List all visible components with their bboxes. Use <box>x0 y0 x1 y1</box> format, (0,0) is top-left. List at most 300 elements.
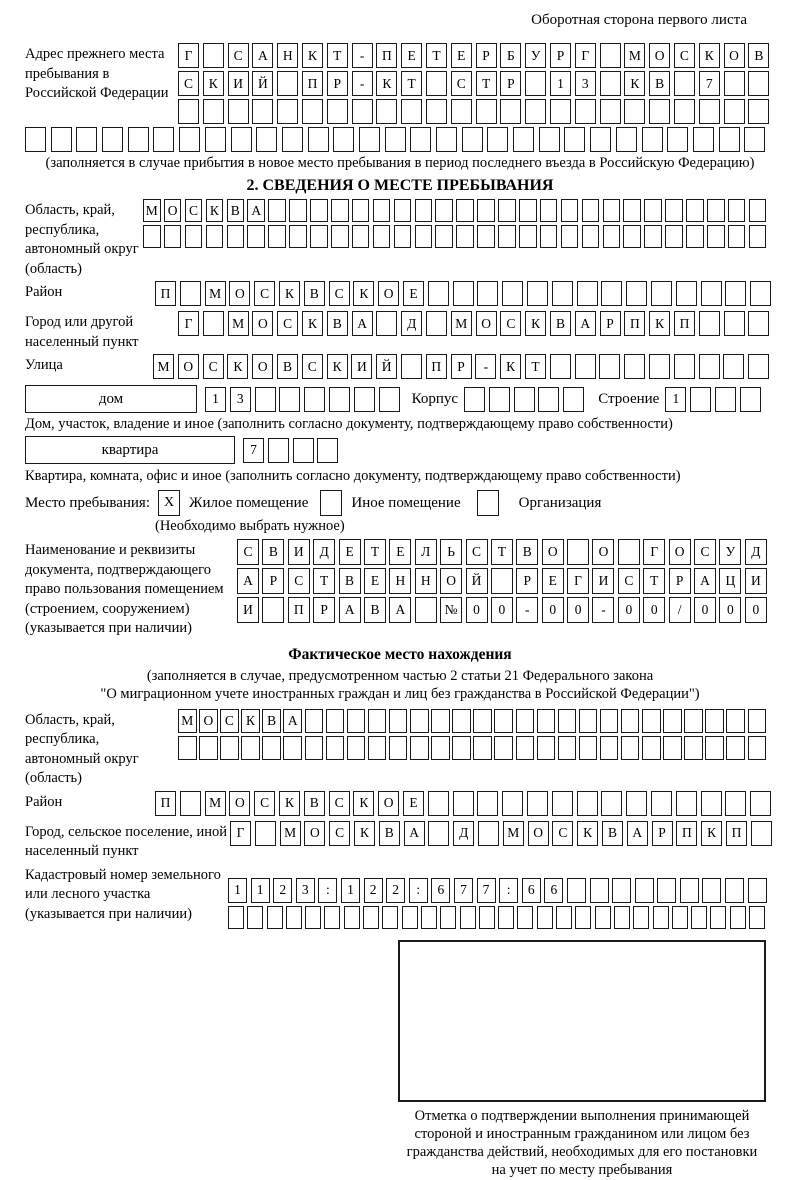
char-cell[interactable]: А <box>283 709 302 733</box>
char-cell[interactable] <box>740 387 761 412</box>
char-cell[interactable] <box>626 281 647 306</box>
char-cell[interactable] <box>600 709 619 733</box>
char-cell[interactable] <box>707 199 725 222</box>
char-cell[interactable] <box>600 99 621 124</box>
char-cell[interactable]: К <box>227 354 248 379</box>
char-cell[interactable] <box>623 225 641 248</box>
char-cell[interactable] <box>494 709 513 733</box>
char-cell[interactable]: Р <box>652 821 673 846</box>
char-cell[interactable] <box>564 127 585 152</box>
char-cell[interactable] <box>657 878 676 903</box>
char-cell[interactable] <box>389 709 408 733</box>
char-cell[interactable] <box>379 387 400 412</box>
char-cell[interactable]: А <box>352 311 373 336</box>
char-cell[interactable]: : <box>318 878 337 903</box>
char-cell[interactable] <box>410 736 429 760</box>
char-cell[interactable] <box>516 709 535 733</box>
char-cell[interactable] <box>199 736 218 760</box>
char-cell[interactable] <box>317 438 338 463</box>
char-cell[interactable] <box>579 709 598 733</box>
char-cell[interactable]: Е <box>401 43 422 68</box>
char-cell[interactable]: Д <box>453 821 474 846</box>
char-cell[interactable]: А <box>237 568 259 594</box>
char-cell[interactable]: П <box>302 71 323 96</box>
char-cell[interactable]: О <box>542 539 564 565</box>
char-cell[interactable]: Р <box>313 597 335 623</box>
char-cell[interactable]: В <box>227 199 245 222</box>
char-cell[interactable]: К <box>624 71 645 96</box>
char-cell[interactable] <box>410 709 429 733</box>
char-cell[interactable] <box>489 387 510 412</box>
char-cell[interactable] <box>575 906 591 929</box>
char-cell[interactable] <box>394 225 412 248</box>
char-cell[interactable]: М <box>143 199 161 222</box>
char-cell[interactable] <box>352 99 373 124</box>
char-cell[interactable] <box>305 906 321 929</box>
char-cell[interactable] <box>376 311 397 336</box>
char-cell[interactable] <box>410 127 431 152</box>
char-cell[interactable] <box>618 539 640 565</box>
char-cell[interactable] <box>651 791 672 816</box>
char-cell[interactable]: Й <box>466 568 488 594</box>
char-cell[interactable] <box>724 99 745 124</box>
char-cell[interactable]: Н <box>277 43 298 68</box>
char-cell[interactable] <box>329 387 350 412</box>
char-cell[interactable] <box>715 387 736 412</box>
char-cell[interactable]: П <box>674 311 695 336</box>
char-cell[interactable] <box>676 791 697 816</box>
char-cell[interactable]: - <box>592 597 614 623</box>
char-cell[interactable] <box>331 225 349 248</box>
char-cell[interactable]: К <box>699 43 720 68</box>
char-cell[interactable]: О <box>378 281 399 306</box>
char-cell[interactable] <box>527 791 548 816</box>
char-cell[interactable] <box>456 199 474 222</box>
char-cell[interactable]: Д <box>401 311 422 336</box>
char-cell[interactable] <box>621 709 640 733</box>
char-cell[interactable]: К <box>525 311 546 336</box>
char-cell[interactable]: М <box>503 821 524 846</box>
char-cell[interactable] <box>228 99 249 124</box>
char-cell[interactable] <box>477 199 495 222</box>
char-cell[interactable]: О <box>669 539 691 565</box>
char-cell[interactable] <box>228 906 244 929</box>
char-cell[interactable] <box>305 736 324 760</box>
char-cell[interactable] <box>308 127 329 152</box>
char-cell[interactable]: Р <box>451 354 472 379</box>
char-cell[interactable]: О <box>252 311 273 336</box>
char-cell[interactable]: О <box>252 354 273 379</box>
char-cell[interactable] <box>487 127 508 152</box>
char-cell[interactable] <box>491 568 513 594</box>
char-cell[interactable]: 2 <box>364 878 383 903</box>
char-cell[interactable] <box>525 99 546 124</box>
char-cell[interactable]: С <box>329 791 350 816</box>
char-cell[interactable] <box>563 387 584 412</box>
char-cell[interactable] <box>699 354 720 379</box>
char-cell[interactable] <box>579 736 598 760</box>
char-cell[interactable]: - <box>516 597 538 623</box>
char-cell[interactable]: 2 <box>386 878 405 903</box>
char-cell[interactable]: 3 <box>296 878 315 903</box>
char-cell[interactable]: С <box>203 354 224 379</box>
char-cell[interactable]: И <box>592 568 614 594</box>
char-cell[interactable] <box>331 199 349 222</box>
char-cell[interactable] <box>477 791 498 816</box>
char-cell[interactable] <box>686 199 704 222</box>
char-cell[interactable]: П <box>426 354 447 379</box>
char-cell[interactable]: 1 <box>341 878 360 903</box>
char-cell[interactable]: М <box>205 791 226 816</box>
char-cell[interactable] <box>552 281 573 306</box>
char-cell[interactable]: А <box>575 311 596 336</box>
char-cell[interactable] <box>220 736 239 760</box>
char-cell[interactable] <box>453 281 474 306</box>
char-cell[interactable] <box>590 878 609 903</box>
char-cell[interactable]: К <box>353 791 374 816</box>
char-cell[interactable]: О <box>592 539 614 565</box>
char-cell[interactable]: 0 <box>567 597 589 623</box>
char-cell[interactable]: / <box>669 597 691 623</box>
checkbox-residential[interactable]: X <box>158 490 180 516</box>
char-cell[interactable] <box>749 225 767 248</box>
char-cell[interactable] <box>748 354 769 379</box>
char-cell[interactable]: Г <box>567 568 589 594</box>
char-cell[interactable]: Г <box>575 43 596 68</box>
char-cell[interactable] <box>347 709 366 733</box>
char-cell[interactable] <box>352 199 370 222</box>
char-cell[interactable] <box>561 225 579 248</box>
char-cell[interactable]: С <box>694 539 716 565</box>
char-cell[interactable] <box>728 199 746 222</box>
char-cell[interactable]: Р <box>476 43 497 68</box>
char-cell[interactable]: С <box>302 354 323 379</box>
char-cell[interactable] <box>180 281 201 306</box>
char-cell[interactable] <box>710 906 726 929</box>
char-cell[interactable]: К <box>206 199 224 222</box>
char-cell[interactable]: № <box>440 597 462 623</box>
char-cell[interactable] <box>748 99 769 124</box>
char-cell[interactable] <box>582 199 600 222</box>
char-cell[interactable] <box>516 736 535 760</box>
char-cell[interactable] <box>277 71 298 96</box>
char-cell[interactable]: В <box>304 281 325 306</box>
char-cell[interactable] <box>289 199 307 222</box>
char-cell[interactable]: С <box>466 539 488 565</box>
char-cell[interactable] <box>537 736 556 760</box>
char-cell[interactable] <box>428 821 449 846</box>
char-cell[interactable] <box>633 906 649 929</box>
char-cell[interactable] <box>723 354 744 379</box>
char-cell[interactable] <box>268 225 286 248</box>
char-cell[interactable]: С <box>552 821 573 846</box>
char-cell[interactable] <box>262 736 281 760</box>
char-cell[interactable] <box>206 225 224 248</box>
char-cell[interactable] <box>252 99 273 124</box>
char-cell[interactable]: 0 <box>745 597 767 623</box>
char-cell[interactable]: М <box>205 281 226 306</box>
char-cell[interactable] <box>389 736 408 760</box>
char-cell[interactable] <box>382 906 398 929</box>
char-cell[interactable]: О <box>528 821 549 846</box>
char-cell[interactable]: П <box>288 597 310 623</box>
char-cell[interactable] <box>642 736 661 760</box>
char-cell[interactable]: М <box>451 311 472 336</box>
char-cell[interactable] <box>385 127 406 152</box>
char-cell[interactable] <box>525 71 546 96</box>
char-cell[interactable]: О <box>724 43 745 68</box>
char-cell[interactable] <box>262 597 284 623</box>
char-cell[interactable]: 0 <box>491 597 513 623</box>
char-cell[interactable] <box>750 791 771 816</box>
char-cell[interactable]: К <box>203 71 224 96</box>
char-cell[interactable] <box>719 127 740 152</box>
char-cell[interactable] <box>616 127 637 152</box>
char-cell[interactable]: Р <box>669 568 691 594</box>
char-cell[interactable] <box>283 736 302 760</box>
char-cell[interactable]: Е <box>403 791 424 816</box>
char-cell[interactable] <box>672 906 688 929</box>
char-cell[interactable] <box>178 736 197 760</box>
char-cell[interactable] <box>749 199 767 222</box>
char-cell[interactable]: А <box>252 43 273 68</box>
char-cell[interactable] <box>680 878 699 903</box>
char-cell[interactable] <box>642 127 663 152</box>
char-cell[interactable]: С <box>254 281 275 306</box>
char-cell[interactable] <box>426 71 447 96</box>
char-cell[interactable] <box>478 821 499 846</box>
char-cell[interactable]: 0 <box>694 597 716 623</box>
char-cell[interactable]: А <box>247 199 265 222</box>
char-cell[interactable]: К <box>279 281 300 306</box>
char-cell[interactable]: 2 <box>273 878 292 903</box>
char-cell[interactable]: С <box>228 43 249 68</box>
char-cell[interactable] <box>494 736 513 760</box>
char-cell[interactable]: Т <box>643 568 665 594</box>
char-cell[interactable] <box>748 878 767 903</box>
char-cell[interactable]: В <box>262 709 281 733</box>
char-cell[interactable] <box>268 199 286 222</box>
char-cell[interactable] <box>582 225 600 248</box>
char-cell[interactable]: О <box>199 709 218 733</box>
char-cell[interactable] <box>748 311 769 336</box>
char-cell[interactable] <box>415 597 437 623</box>
char-cell[interactable]: Ь <box>440 539 462 565</box>
char-cell[interactable] <box>203 43 224 68</box>
char-cell[interactable] <box>684 736 703 760</box>
char-cell[interactable]: О <box>476 311 497 336</box>
char-cell[interactable] <box>653 906 669 929</box>
char-cell[interactable] <box>500 99 521 124</box>
char-cell[interactable] <box>247 225 265 248</box>
char-cell[interactable] <box>502 791 523 816</box>
char-cell[interactable]: Б <box>500 43 521 68</box>
char-cell[interactable]: Г <box>178 311 199 336</box>
char-cell[interactable] <box>527 281 548 306</box>
char-cell[interactable]: Д <box>745 539 767 565</box>
char-cell[interactable]: А <box>339 597 361 623</box>
char-cell[interactable]: 0 <box>719 597 741 623</box>
char-cell[interactable]: Ц <box>719 568 741 594</box>
char-cell[interactable]: С <box>277 311 298 336</box>
char-cell[interactable] <box>601 791 622 816</box>
char-cell[interactable] <box>667 127 688 152</box>
char-cell[interactable]: 1 <box>228 878 247 903</box>
char-cell[interactable] <box>665 225 683 248</box>
char-cell[interactable]: Т <box>401 71 422 96</box>
char-cell[interactable]: 1 <box>251 878 270 903</box>
char-cell[interactable]: Т <box>426 43 447 68</box>
char-cell[interactable] <box>178 99 199 124</box>
char-cell[interactable] <box>621 736 640 760</box>
char-cell[interactable]: К <box>701 821 722 846</box>
char-cell[interactable] <box>164 225 182 248</box>
char-cell[interactable] <box>725 791 746 816</box>
char-cell[interactable]: И <box>228 71 249 96</box>
char-cell[interactable] <box>674 71 695 96</box>
char-cell[interactable]: В <box>364 597 386 623</box>
char-cell[interactable]: Е <box>451 43 472 68</box>
char-cell[interactable] <box>502 281 523 306</box>
char-cell[interactable] <box>326 709 345 733</box>
char-cell[interactable] <box>227 225 245 248</box>
char-cell[interactable]: В <box>649 71 670 96</box>
char-cell[interactable] <box>231 127 252 152</box>
char-cell[interactable]: О <box>378 791 399 816</box>
char-cell[interactable] <box>750 281 771 306</box>
char-cell[interactable]: П <box>676 821 697 846</box>
char-cell[interactable] <box>748 736 767 760</box>
char-cell[interactable] <box>203 99 224 124</box>
char-cell[interactable]: У <box>719 539 741 565</box>
char-cell[interactable] <box>286 906 302 929</box>
char-cell[interactable]: С <box>288 568 310 594</box>
char-cell[interactable]: В <box>327 311 348 336</box>
char-cell[interactable] <box>255 821 276 846</box>
char-cell[interactable]: С <box>178 71 199 96</box>
char-cell[interactable]: О <box>304 821 325 846</box>
char-cell[interactable]: Е <box>403 281 424 306</box>
char-cell[interactable] <box>663 736 682 760</box>
char-cell[interactable]: - <box>352 43 373 68</box>
char-cell[interactable] <box>310 225 328 248</box>
char-cell[interactable]: С <box>254 791 275 816</box>
char-cell[interactable] <box>51 127 72 152</box>
char-cell[interactable] <box>537 906 553 929</box>
char-cell[interactable]: С <box>220 709 239 733</box>
char-cell[interactable] <box>558 736 577 760</box>
char-cell[interactable]: С <box>329 281 350 306</box>
char-cell[interactable]: П <box>376 43 397 68</box>
char-cell[interactable]: А <box>389 597 411 623</box>
char-cell[interactable]: 6 <box>431 878 450 903</box>
char-cell[interactable] <box>519 199 537 222</box>
char-cell[interactable] <box>726 736 745 760</box>
char-cell[interactable]: В <box>602 821 623 846</box>
char-cell[interactable] <box>624 99 645 124</box>
char-cell[interactable] <box>354 387 375 412</box>
char-cell[interactable] <box>241 736 260 760</box>
char-cell[interactable] <box>460 906 476 929</box>
char-cell[interactable] <box>402 906 418 929</box>
char-cell[interactable] <box>473 736 492 760</box>
char-cell[interactable] <box>517 906 533 929</box>
char-cell[interactable] <box>359 127 380 152</box>
char-cell[interactable] <box>247 906 263 929</box>
char-cell[interactable]: Р <box>327 71 348 96</box>
char-cell[interactable] <box>302 99 323 124</box>
char-cell[interactable] <box>552 791 573 816</box>
char-cell[interactable] <box>577 791 598 816</box>
char-cell[interactable] <box>751 821 772 846</box>
char-cell[interactable] <box>376 99 397 124</box>
char-cell[interactable] <box>567 878 586 903</box>
char-cell[interactable] <box>476 99 497 124</box>
char-cell[interactable]: 0 <box>643 597 665 623</box>
char-cell[interactable]: О <box>164 199 182 222</box>
char-cell[interactable] <box>635 878 654 903</box>
char-cell[interactable]: 7 <box>699 71 720 96</box>
char-cell[interactable] <box>540 225 558 248</box>
char-cell[interactable]: В <box>262 539 284 565</box>
char-cell[interactable] <box>428 791 449 816</box>
char-cell[interactable] <box>595 906 611 929</box>
char-cell[interactable] <box>725 281 746 306</box>
char-cell[interactable] <box>674 99 695 124</box>
char-cell[interactable]: - <box>475 354 496 379</box>
char-cell[interactable]: О <box>440 568 462 594</box>
char-cell[interactable] <box>363 906 379 929</box>
char-cell[interactable] <box>599 354 620 379</box>
char-cell[interactable]: Р <box>516 568 538 594</box>
char-cell[interactable]: О <box>229 791 250 816</box>
char-cell[interactable]: У <box>525 43 546 68</box>
char-cell[interactable] <box>344 906 360 929</box>
char-cell[interactable] <box>415 199 433 222</box>
char-cell[interactable] <box>649 354 670 379</box>
char-cell[interactable] <box>600 71 621 96</box>
char-cell[interactable] <box>519 225 537 248</box>
char-cell[interactable]: О <box>229 281 250 306</box>
char-cell[interactable] <box>550 354 571 379</box>
char-cell[interactable] <box>333 127 354 152</box>
char-cell[interactable]: К <box>279 791 300 816</box>
char-cell[interactable] <box>477 281 498 306</box>
char-cell[interactable] <box>462 127 483 152</box>
char-cell[interactable] <box>686 225 704 248</box>
char-cell[interactable] <box>368 736 387 760</box>
char-cell[interactable] <box>744 127 765 152</box>
char-cell[interactable] <box>401 99 422 124</box>
char-cell[interactable] <box>324 906 340 929</box>
char-cell[interactable]: 7 <box>243 438 264 463</box>
char-cell[interactable] <box>601 281 622 306</box>
char-cell[interactable]: А <box>627 821 648 846</box>
char-cell[interactable] <box>310 199 328 222</box>
char-cell[interactable] <box>701 791 722 816</box>
char-cell[interactable] <box>540 199 558 222</box>
char-cell[interactable]: Й <box>376 354 397 379</box>
char-cell[interactable] <box>749 906 765 929</box>
char-cell[interactable]: В <box>379 821 400 846</box>
char-cell[interactable] <box>699 311 720 336</box>
char-cell[interactable] <box>674 354 695 379</box>
char-cell[interactable] <box>626 791 647 816</box>
char-cell[interactable] <box>498 906 514 929</box>
char-cell[interactable]: В <box>304 791 325 816</box>
char-cell[interactable]: 0 <box>466 597 488 623</box>
char-cell[interactable] <box>203 311 224 336</box>
